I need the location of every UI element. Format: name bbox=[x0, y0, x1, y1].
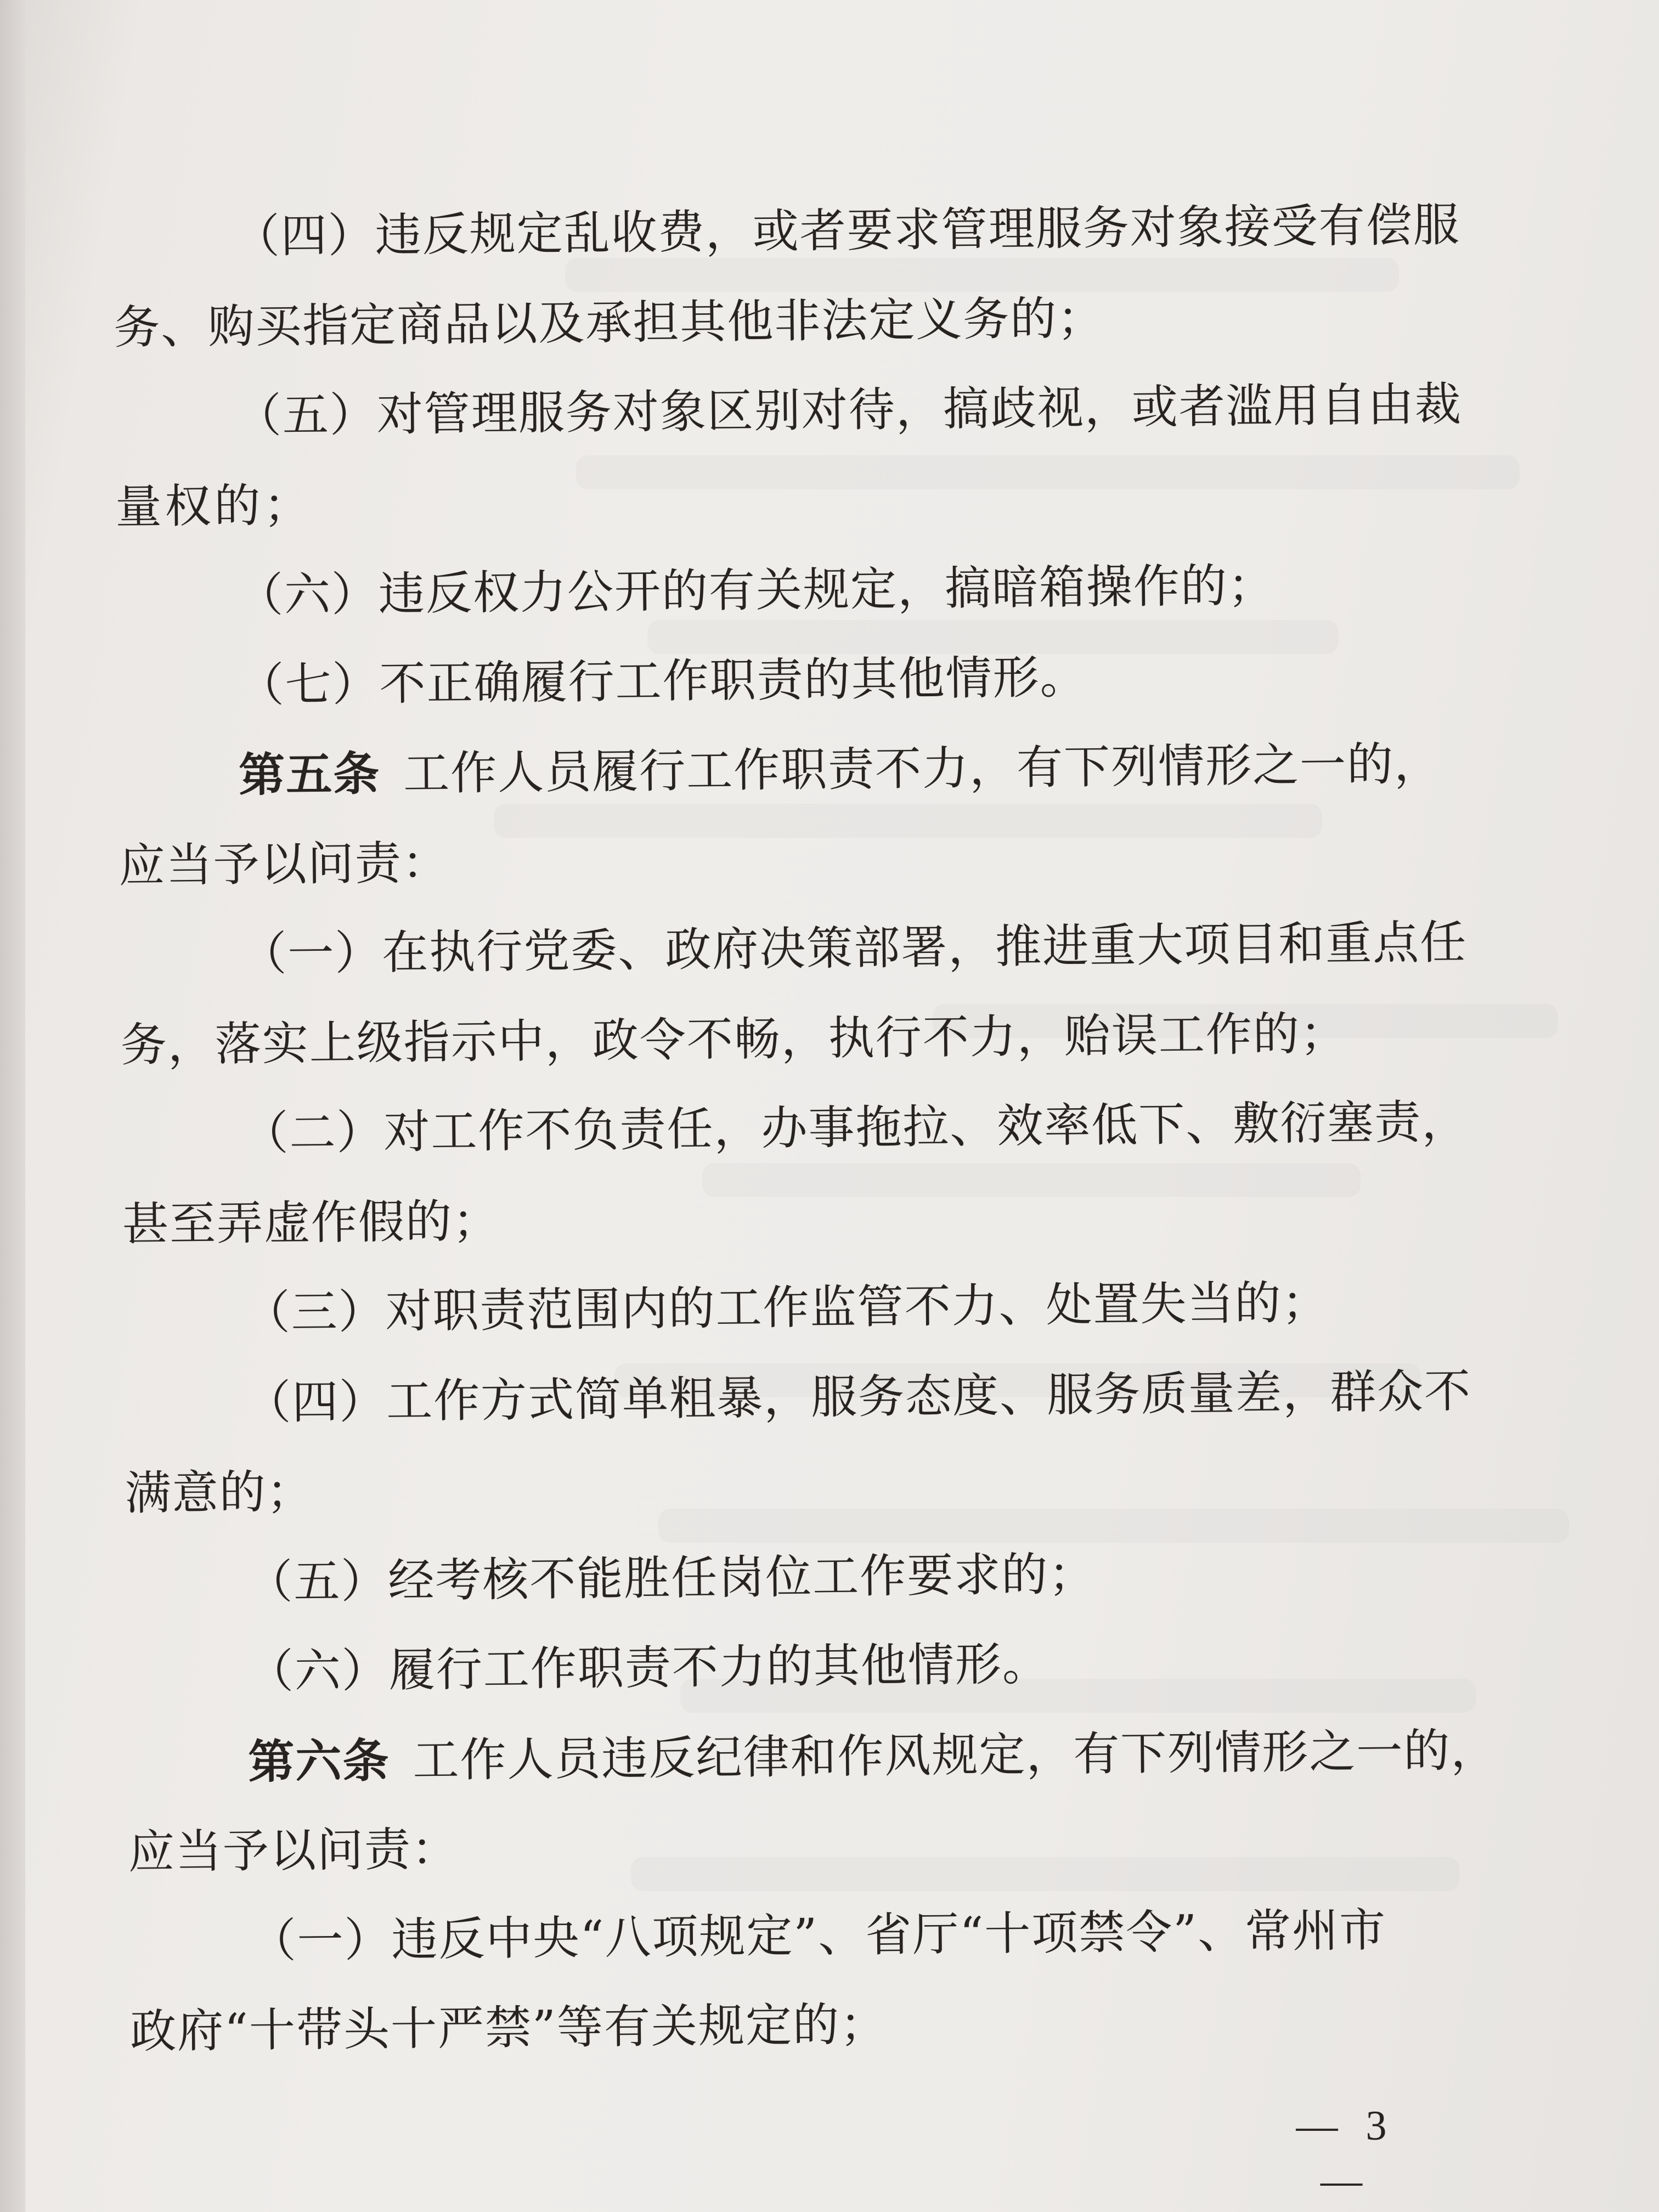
text-line: （一）在执行党委、政府决策部署，推进重大项目和重点任 bbox=[240, 915, 1468, 981]
text-line: （五）对管理服务对象区别对待，搞歧视，或者滥用自由裁 bbox=[235, 377, 1463, 443]
text-line: （六）违反权力公开的有关规定，搞暗箱操作的； bbox=[236, 558, 1276, 622]
text-line: 满意的； bbox=[125, 1464, 314, 1520]
article-heading-line bbox=[117, 718, 1558, 821]
text-line: （四）工作方式简单粗暴，服务态度、服务质量差，群众不 bbox=[244, 1363, 1472, 1430]
text-line: （六）履行工作职责不力的其他情形。 bbox=[247, 1637, 1050, 1699]
text-line: （七）不正确履行工作职责的其他情形。 bbox=[238, 650, 1088, 712]
text-line: 政府“十带头十严禁”等有关规定的； bbox=[129, 1997, 888, 2058]
text-line: 量权的； bbox=[115, 478, 313, 534]
page-number: — 3 — bbox=[1296, 2103, 1396, 2204]
text-line: 应当予以问责： bbox=[119, 835, 450, 893]
article-text: 工作人员履行工作职责不力，有下列情形之一的， bbox=[403, 736, 1442, 800]
text-line: （二）对工作不负责任，办事拖拉、效率低下、敷衍塞责， bbox=[241, 1094, 1469, 1160]
document-body bbox=[112, 179, 1571, 2077]
text-line: （四）违反规定乱收费，或者要求管理服务对象接受有偿服 bbox=[233, 198, 1461, 263]
text-line: （三）对职责范围内的工作监管不力、处置失当的； bbox=[244, 1275, 1329, 1340]
text-line: 应当予以问责： bbox=[128, 1822, 459, 1879]
article-title: 第六条 bbox=[247, 1733, 390, 1789]
text-line: 务，落实上级指示中，政令不畅，执行不力，贻误工作的； bbox=[120, 1006, 1348, 1072]
text-line: 甚至弄虚作假的； bbox=[122, 1193, 500, 1251]
text-line: （一）违反中央“八项规定”、省厅“十项禁令”、常州市 bbox=[250, 1903, 1387, 1968]
article-heading-line bbox=[127, 1704, 1568, 1808]
article-title: 第五条 bbox=[238, 746, 381, 802]
text-line: 务、购买指定商品以及承担其他非法定义务的； bbox=[113, 291, 1105, 354]
text-line: （五）经考核不能胜任岗位工作要求的； bbox=[246, 1547, 1096, 1609]
article-text: 工作人员违反纪律和作风规定，有下列情形之一的， bbox=[412, 1723, 1498, 1787]
